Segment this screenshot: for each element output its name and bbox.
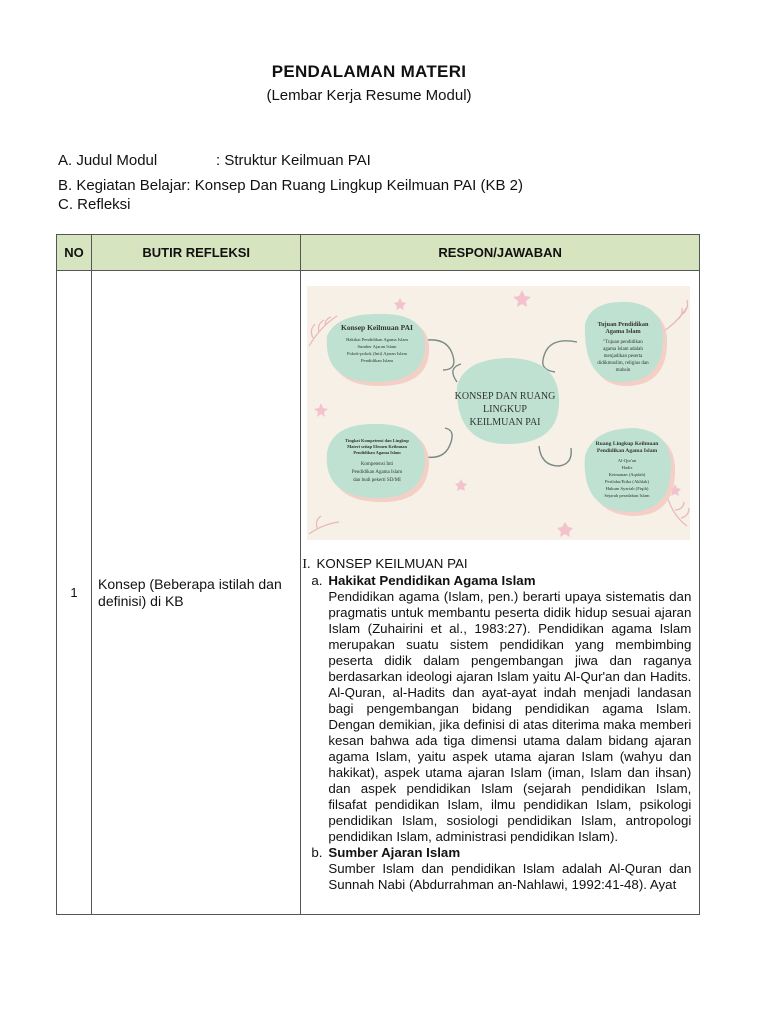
tl-line: Sumber Ajaran Islam — [357, 344, 397, 349]
kegiatan-belajar-line — [58, 177, 523, 194]
br-line: Sejarah peradaban Islam — [604, 493, 650, 498]
tl-line: Pendidikan Islam — [361, 358, 394, 363]
bl-line: Kompetensi Inti — [361, 462, 394, 467]
bl-title: Materi setiap Elemen Keilmuan — [347, 444, 408, 449]
row-butir: Konsep (Beberapa istilah dan definisi) di KB — [92, 271, 301, 915]
br-line: Al-Qur'an — [618, 458, 637, 463]
header-no: NO — [57, 235, 92, 271]
tr-line: "Tujuan pendidikan — [603, 340, 644, 345]
section-number: I. — [302, 557, 311, 572]
list-item — [301, 845, 699, 893]
br-line: Hukum Syariah (Fiqih) — [605, 486, 649, 491]
judul-modul-line — [58, 152, 371, 169]
br-line: Hadis — [622, 465, 633, 470]
judul-modul-label: A. Judul Modul — [58, 152, 158, 169]
page-title: PENDALAMAN MATERI — [271, 62, 467, 81]
row-number: 1 — [57, 271, 92, 915]
item-title: Sumber Ajaran Islam — [328, 845, 461, 860]
mindmap-infographic — [307, 286, 690, 540]
tr-title: Tujuan Pendidikan — [597, 321, 649, 328]
tl-title: Konsep Keilmuan PAI — [341, 323, 414, 332]
tr-line: muhsin — [615, 368, 631, 373]
mindmap-center-line: KEILMUAN PAI — [469, 417, 541, 428]
refleksi-table — [56, 234, 700, 915]
item-paragraph: Pendidikan agama (Islam, pen.) berarti upaya sistematis dan pragmatis untuk membantu peserta didik hidup sesuai ajaran Islam (Zuhairini et al., 1983:27). Pendidikan agama Islam merupakan suatu sistem pendidikan yang membimbing peserta didik dalam pengembangan jiwa dan raganya berdasarkan ideologi ajaran Islam yaitu Al-Qur'an dan Hadits. Al-Quran, al-Hadits dan ayat-ayat indah menjadi landasan bagi pengembangan bidang pendidikan agama Islam. Dengan demikian, jika definisi di atas diterima maka memberi kesan bahwa ada tiga dimensi utama dalam bidang ajaran agama Islam, yaitu aspek utama ajaran Islam (wahyu dan hakikat), aspek utama ajaran Islam (iman, Islam dan ihsan) dan aspek pendidikan Islam (sejarah pendidikan Islam, filsafat pendidikan Islam, ilmu pendidikan Islam, psikologi pendidikan Islam, sosiologi pendidikan Islam, antropologi pendidikan Islam, administrasi pendidikan Islam). — [328, 589, 692, 844]
tl-line: Hakikat Pendidikan Agama Islam — [346, 337, 409, 342]
item-title: Hakikat Pendidikan Agama Islam — [328, 573, 536, 588]
row-respon — [301, 271, 700, 915]
item-letter: a. — [311, 573, 323, 588]
table-header-row — [57, 235, 700, 271]
tl-line: Pokok-pokok (Inti) Ajaran Islam — [347, 351, 408, 356]
refleksi-label: C. Refleksi — [58, 196, 131, 213]
tr-title: Agama Islam — [605, 328, 641, 335]
bl-line: dan budi pekerti SD/MI — [353, 478, 402, 483]
tr-line: agama Islam adalah — [603, 347, 644, 352]
br-line: Keimanan (Aqidah) — [609, 472, 646, 477]
page-subtitle: (Lembar Kerja Resume Modul) — [266, 87, 472, 104]
tr-line: menjadikan peserta — [603, 354, 643, 359]
bl-title: Pendidikan Agama Islam — [353, 450, 402, 455]
kegiatan-belajar-label: B. Kegiatan Belajar — [58, 177, 187, 194]
table-row — [57, 271, 700, 915]
mindmap-center-line: KONSEP DAN RUANG — [454, 391, 556, 402]
item-letter: b. — [311, 845, 323, 860]
header-butir-refleksi: BUTIR REFLEKSI — [92, 235, 301, 271]
br-line: Perilaku/Etika (Akhlak) — [605, 479, 650, 484]
judul-modul-value: : Struktur Keilmuan PAI — [216, 152, 371, 169]
section-heading — [301, 556, 699, 573]
tr-line: didikmuslim, religius dan — [597, 361, 649, 366]
respon-content — [301, 556, 699, 893]
bl-title: Tingkat Kompetensi dan Lingkup — [345, 438, 410, 443]
header-respon-jawaban: RESPON/JAWABAN — [301, 235, 700, 271]
blob-tingkat-kompetensi — [327, 424, 425, 498]
mindmap-center-line: LINGKUP — [483, 404, 528, 415]
br-title: Pendidikan Agama Islam — [597, 448, 658, 454]
section-title: KONSEP KEILMUAN PAI — [316, 556, 468, 571]
item-paragraph: Sumber Islam dan pendidikan Islam adalah Al-Quran dan Sunnah Nabi (Abdurrahman an-Nahlawi, 1992:41-48). Ayat — [328, 861, 692, 892]
br-title: Ruang Lingkup Keilmuan — [595, 441, 659, 447]
list-item — [301, 573, 699, 845]
bl-line: Pendidikan Agama Islam — [352, 470, 403, 475]
kegiatan-belajar-value: : Konsep Dan Ruang Lingkup Keilmuan PAI (KB 2) — [186, 177, 524, 194]
